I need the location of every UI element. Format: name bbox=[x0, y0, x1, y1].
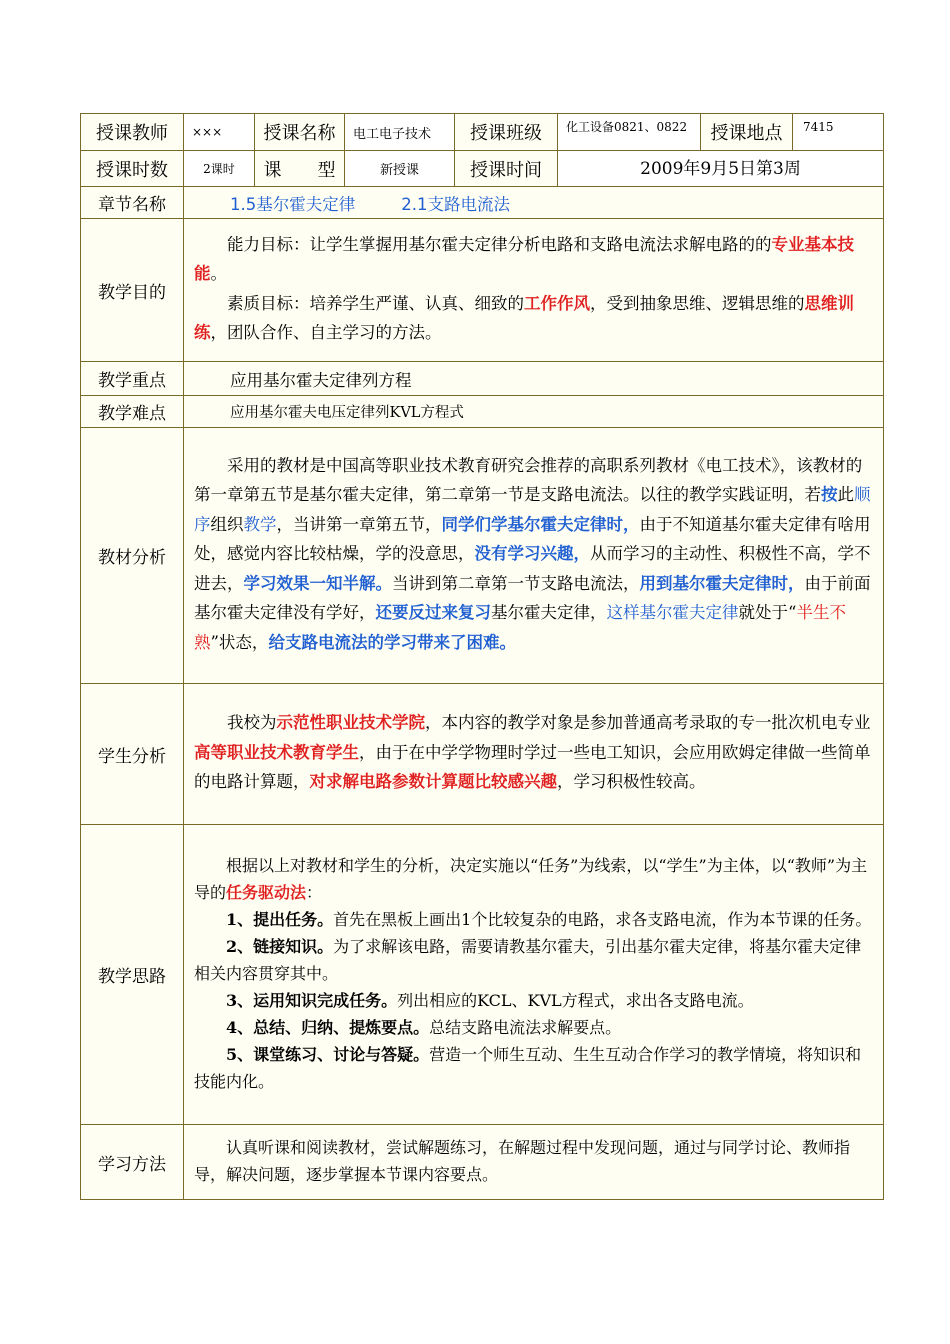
objectives-label: 教学目的 bbox=[81, 219, 184, 362]
students-label: 学生分析 bbox=[81, 684, 184, 825]
type-value: 新授课 bbox=[345, 151, 455, 187]
chapter-label: 章节名称 bbox=[81, 187, 184, 219]
lesson-plan bbox=[80, 113, 883, 1200]
thinking-step-1: 1、提出任务。首先在黑板上画出1个比较复杂的电路，求各支路电流，作为本节课的任务。 bbox=[226, 909, 872, 929]
quality-objective: 素质目标：培养学生严谨、认真、细致的工作作风，受到抽象思维、逻辑思维的思维训练，团队合作、自主学习的方法。 bbox=[194, 293, 854, 342]
thinking-step-5: 5、课堂练习、讨论与答疑。营造一个师生互动、生生互动合作学习的教学情境，将知识和技能内化。 bbox=[194, 1044, 862, 1091]
ability-objective: 能力目标：让学生掌握用基尔霍夫定律分析电路和支路电流法求解电路的的专业基本技能。 bbox=[194, 234, 854, 283]
teacher-label: 授课教师 bbox=[81, 114, 184, 151]
place-value: 7415 bbox=[793, 114, 884, 151]
thinking-intro: 根据以上对教材和学生的分析，决定实施以“任务”为线索，以“学生”为主体，以“教师”为主导的任务驱动法： bbox=[194, 855, 868, 902]
lesson-plan-table bbox=[80, 113, 884, 1200]
time-value: 2009年9月5日第3周 bbox=[558, 151, 884, 187]
teacher-value: ××× bbox=[184, 114, 255, 151]
type-label: 课 型 bbox=[255, 151, 345, 187]
chapter-value bbox=[184, 187, 884, 219]
class-value: 化工设备0821、0822 bbox=[558, 114, 701, 151]
material-label: 教材分析 bbox=[81, 428, 184, 684]
thinking-step-4: 4、总结、归纳、提炼要点。总结支路电流法求解要点。 bbox=[226, 1017, 622, 1037]
students-content bbox=[184, 684, 884, 825]
hours-value: 2课时 bbox=[184, 151, 255, 187]
chapter-part-2: 2.1支路电流法 bbox=[401, 194, 510, 214]
method-content bbox=[184, 1125, 884, 1200]
students-paragraph: 我校为示范性职业技术学院，本内容的教学对象是参加普通高考录取的专一批次机电专业高等职业技术教育学生，由于在中学学物理时学过一些电工知识，会应用欧姆定律做一些简单的电路计算题，对求解电路参数计算题比较感兴趣，学习积极性较高。 bbox=[194, 713, 871, 792]
hours-label: 授课时数 bbox=[81, 151, 184, 187]
time-label: 授课时间 bbox=[455, 151, 558, 187]
objectives-content bbox=[184, 219, 884, 362]
difficulty-value: 应用基尔霍夫电压定律列KVL方程式 bbox=[184, 396, 884, 428]
material-content bbox=[184, 428, 884, 684]
method-label: 学习方法 bbox=[81, 1125, 184, 1200]
difficulty-label: 教学难点 bbox=[81, 396, 184, 428]
chapter-part-1: 1.5基尔霍夫定律 bbox=[230, 194, 356, 214]
thinking-label: 教学思路 bbox=[81, 825, 184, 1125]
material-paragraph: 采用的教材是中国高等职业技术教育研究会推荐的高职系列教材《电工技术》，该教材的第一章第五节是基尔霍夫定律，第二章第一节是支路电流法。以往的教学实践证明，若按此顺序组织教学，当讲第一章第五节，同学们学基尔霍夫定律时，由于不知道基尔霍夫定律有啥用处，感觉内容比较枯燥，学的没意思，没有学习兴趣，从而学习的主动性、积极性不高，学不进去，学习效果一知半解。当讲到第二章第一节支路电流法，用到基尔霍夫定律时，由于前面基尔霍夫定律没有学好，还要反过来复习基尔霍夫定律，这样基尔霍夫定律就处于“半生不熟”状态，给支路电流法的学习带来了困难。 bbox=[194, 455, 871, 652]
key-point-label: 教学重点 bbox=[81, 362, 184, 396]
place-label: 授课地点 bbox=[701, 114, 793, 151]
thinking-content bbox=[184, 825, 884, 1125]
key-point-value: 应用基尔霍夫定律列方程 bbox=[184, 362, 884, 396]
course-value: 电工电子技术 bbox=[345, 114, 455, 151]
class-label: 授课班级 bbox=[455, 114, 558, 151]
course-label: 授课名称 bbox=[255, 114, 345, 151]
thinking-step-2: 2、链接知识。为了求解该电路，需要请教基尔霍夫，引出基尔霍夫定律，将基尔霍夫定律相关内容贯穿其中。 bbox=[194, 936, 862, 983]
method-value: 认真听课和阅读教材，尝试解题练习，在解题过程中发现问题，通过与同学讨论、教师指导，解决问题，逐步掌握本节课内容要点。 bbox=[194, 1137, 851, 1184]
thinking-step-3: 3、运用知识完成任务。列出相应的KCL、KVL方程式，求出各支路电流。 bbox=[226, 990, 754, 1010]
